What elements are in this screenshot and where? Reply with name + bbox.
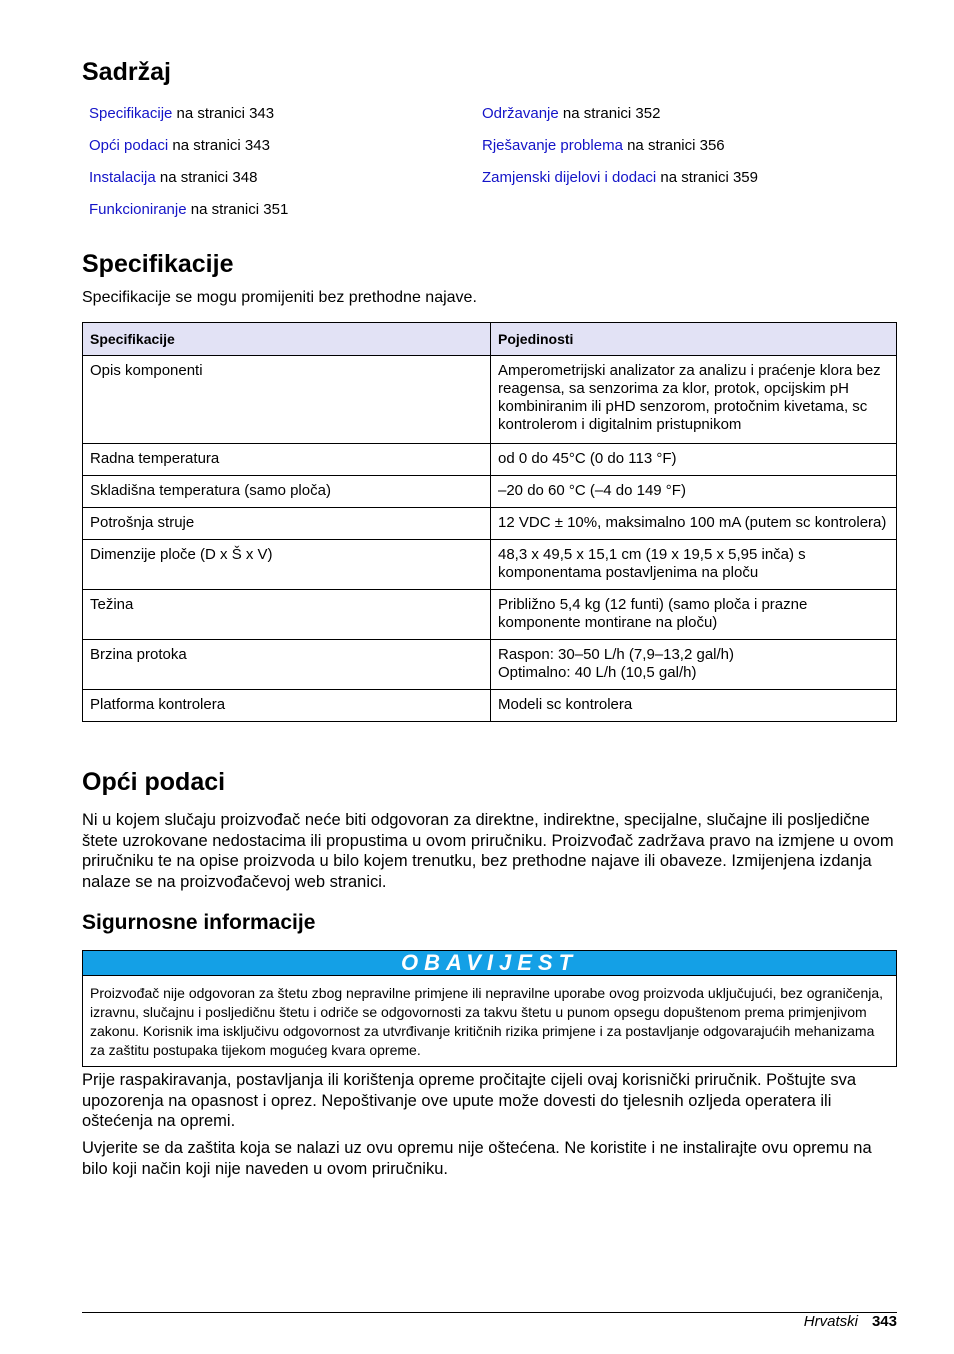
toc-link[interactable]: Rješavanje problema [482,137,623,154]
table-row [83,508,897,540]
spec-name: Opis komponenti [83,356,491,444]
toc-link[interactable]: Zamjenski dijelovi i dodaci [482,169,657,186]
spec-name: Skladišna temperatura (samo ploča) [83,476,491,508]
table-row [83,590,897,640]
table-row [83,356,897,444]
spec-value: –20 do 60 °C (–4 do 149 °F) [491,476,897,508]
spec-value: od 0 do 45°C (0 do 113 °F) [491,444,897,476]
spec-name: Brzina protoka [83,640,491,690]
notice-text: Proizvođač nije odgovoran za štetu zbog nepravilne primjene ili nepravilne uporabe ovog proizvoda uključujući, bez ograničenja, izravnu, slučajnu i posljedičnu štetu i odriče se odgovornosti za takvu štetu u punom opsegu dopuštenom prema primjenjivom zakonu. Korisnik ima isključivu odgovornost za utvrđivanje kritičnih rizika primjene i za postavljanje odgovarajućih mehanizama za zaštitu postupaka tijekom mogućeg kvara opreme. [90,985,884,1058]
column-header: Specifikacije [83,323,491,356]
toc-page-ref: na stranici 352 [558,105,661,122]
toc-item [482,168,758,200]
footer-divider [82,1312,897,1313]
toc-item [89,168,288,200]
page-number: 343 [871,1313,897,1330]
table-row [83,690,897,722]
general-info-paragraph: Ni u kojem slučaju proizvođač neće biti odgovoran za direktne, indirektne, specijalne, slučajne ili posljedične štete uzrokovane nedostacima ili propustima u ovom priručniku. Proizvođač zadržava pravo na izmjene u ovom priručniku te na opise proizvoda u bilo kojem trenutku, bez prethodne najave ili obaveze. Izmijenjena izdanja nalaze se na proizvođačevoj web stranici. [82,811,894,891]
spec-value: 48,3 x 49,5 x 15,1 cm (19 x 19,5 x 5,95 inča) s komponentama postavljenima na ploču [491,540,897,590]
toc-column-right [482,104,758,200]
safety-paragraph: Prije raspakiravanja, postavljanja ili korištenja opreme pročitajte cijeli ovaj korisnički priručnik. Poštujte sva upozorenja na opasnost i oprez. Nepoštivanje ove upute može dovesti do tjelesnih ozljeda operatera ili oštećenja na opremi. [82,1071,856,1130]
toc-item [482,104,758,136]
toc-page-ref: na stranici 356 [622,137,725,154]
safety-paragraph: Uvjerite se da zaštita koja se nalazi uz ovu opremu nije oštećena. Ne koristite i ne instalirajte ovu opremu na bilo koji način koji nije naveden u ovom priručniku. [82,1139,872,1178]
toc-link[interactable]: Specifikacije [89,105,173,122]
specifications-intro: Specifikacije se mogu promijeniti bez prethodne najave. [82,289,477,306]
toc-page-ref: na stranici 348 [155,169,258,186]
toc-item [89,104,288,136]
specifications-table [82,322,897,722]
table-row [83,640,897,690]
toc-item [89,200,288,232]
specifications-heading: Specifikacije [82,250,234,278]
spec-value: Amperometrijski analizator za analizu i praćenje klora bez reagensa, sa senzorima za klor, protok, opcijskim pH kombiniranim ili pHD senzorom, protočnim kivetama, sc kontrolerom i digitalnim pristupnikom [491,356,897,444]
toc-page-ref: na stranici 343 [172,105,275,122]
toc-link[interactable]: Funkcioniranje [89,201,187,218]
notice-box [82,950,897,1067]
safety-info-heading: Sigurnosne informacije [82,911,316,934]
spec-value: Raspon: 30–50 L/h (7,9–13,2 gal/h) Optimalno: 40 L/h (10,5 gal/h) [491,640,897,690]
spec-name: Dimenzije ploče (D x Š x V) [83,540,491,590]
table-row [83,540,897,590]
page-footer [804,1313,897,1330]
toc-page-ref: na stranici 359 [656,169,758,186]
table-header-row [83,323,897,356]
spec-value: Približno 5,4 kg (12 funti) (samo ploča i prazne komponente montirane na ploču) [491,590,897,640]
spec-value: 12 VDC ± 10%, maksimalno 100 mA (putem sc kontrolera) [491,508,897,540]
notice-title: OBAVIJEST [83,951,896,976]
spec-name: Potrošnja struje [83,508,491,540]
general-info-heading: Opći podaci [82,768,226,796]
spec-name: Radna temperatura [83,444,491,476]
toc-heading: Sadržaj [82,58,171,86]
column-header: Pojedinosti [491,323,897,356]
spec-value: Modeli sc kontrolera [491,690,897,722]
toc-item [482,136,758,168]
toc-item [89,136,288,168]
spec-name: Platforma kontrolera [83,690,491,722]
toc-page-ref: na stranici 343 [168,137,270,154]
toc-link[interactable]: Instalacija [89,169,156,186]
toc-page-ref: na stranici 351 [186,201,289,218]
table-row [83,476,897,508]
table-row [83,444,897,476]
footer-language: Hrvatski [803,1313,858,1330]
toc-link[interactable]: Opći podaci [89,137,169,154]
spec-name: Težina [83,590,491,640]
toc-column-left [89,104,288,232]
toc-link[interactable]: Održavanje [482,105,559,122]
